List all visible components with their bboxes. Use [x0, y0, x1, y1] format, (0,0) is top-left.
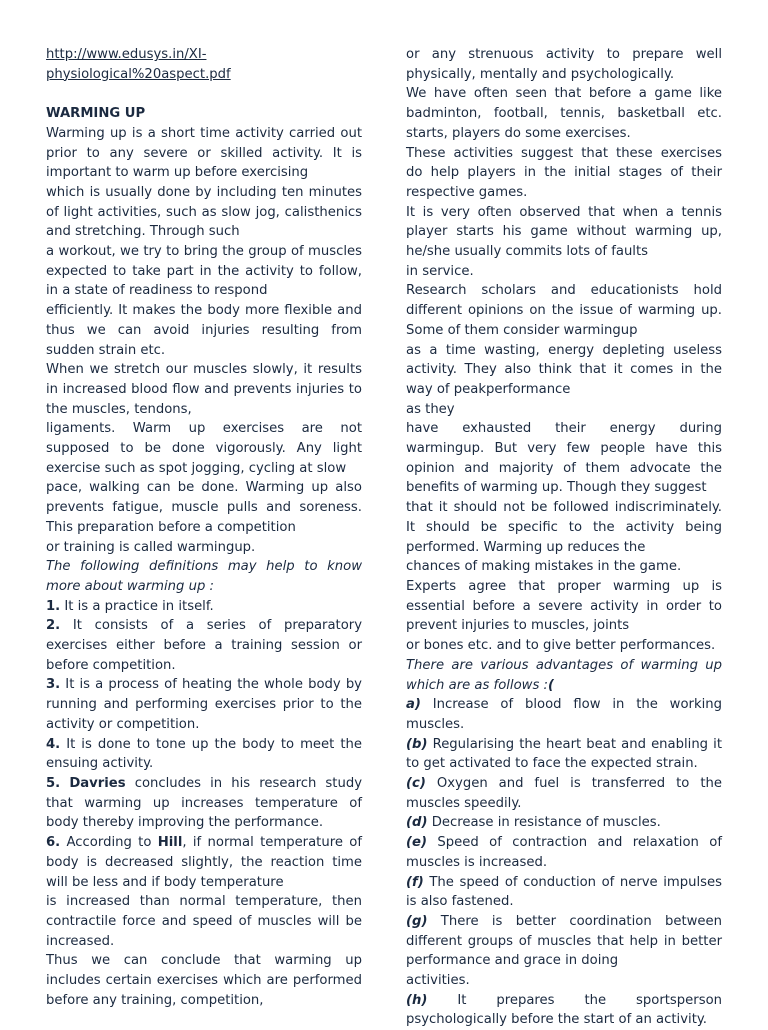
paragraph: as a time wasting, energy depleting useless activity. They also think that it comes in the way of peakperformance [406, 342, 722, 397]
advantage-label: (e) [406, 835, 427, 851]
advantage-item [406, 873, 722, 912]
paragraph: is increased than normal temperature, then contractile force and speed of muscles will be increased. [46, 894, 362, 949]
source-link-line-1: http://www.edusys.in/XI- [46, 47, 207, 62]
advantage-label: (c) [406, 776, 426, 792]
paragraph: a workout, we try to bring the group of muscles expected to take part in the activity to follow, in a state of readiness to respond [46, 244, 362, 299]
definitions-intro: The following definitions may help to know more about warming up : [46, 559, 362, 594]
item-number: 4. [46, 736, 61, 752]
advantage-text: There is better coordination between different groups of muscles that help in better performance and grace in doing [406, 913, 722, 969]
item-number: 3. [46, 677, 61, 693]
advantage-item [406, 735, 722, 774]
paragraph: Research scholars and educationists hold different opinions on the issue of warming up. Some of them consider warmingup [406, 283, 722, 338]
left-column [46, 45, 362, 1010]
paragraph: in service. [406, 263, 474, 279]
advantage-text: Oxygen and fuel is transferred to the muscles speedily. [406, 776, 722, 811]
item-text: It is a process of heating the whole body by running and performing exercises prior to the activity or competition. [46, 677, 362, 732]
advantage-item [406, 774, 722, 813]
item-text: It is a practice in itself. [60, 598, 214, 614]
advantage-label: (g) [406, 913, 428, 929]
paragraph: or bones etc. and to give better performances. [406, 638, 716, 654]
definition-item [46, 774, 362, 833]
definition-item [46, 735, 362, 774]
advantage-label: (f) [406, 874, 424, 890]
paragraph: or any strenuous activity to prepare well physically, mentally and psychologically. [406, 47, 722, 82]
item-text: It consists of a series of preparatory exercises either before a training session or before competition. [46, 618, 362, 673]
definition-item [46, 616, 362, 675]
advantages-intro-mark: ( [547, 677, 554, 693]
researcher-name: Davries [69, 776, 126, 791]
researcher-name: Hill [157, 835, 183, 851]
advantage-text: Increase of blood flow in the working muscles. [406, 697, 722, 732]
source-link[interactable] [46, 47, 231, 82]
item-number: 2. [46, 618, 61, 634]
paragraph: Thus we can conclude that warming up includes certain exercises which are performed before any training, competition, [46, 953, 362, 1008]
item-number: 6. [46, 835, 61, 851]
advantage-label: (h) [406, 992, 428, 1008]
paragraph: activities. [406, 973, 470, 989]
paragraph: which is usually done by including ten minutes of light activities, such as slow jog, calisthenics and stretching. Through such [46, 184, 362, 240]
paragraph: efficiently. It makes the body more flexible and thus we can avoid injuries resulting from sudden strain etc. [46, 303, 362, 358]
advantage-label: (d) [406, 815, 428, 831]
paragraph: chances of making mistakes in the game. [406, 559, 682, 575]
paragraph: as they [406, 401, 455, 417]
paragraph: Experts agree that proper warming up is essential before a severe activity in order to prevent injuries to muscles, joints [406, 578, 722, 634]
paragraph: When we stretch our muscles slowly, it results in increased blood flow and prevents injuries to the muscles, tendons, [46, 362, 362, 417]
paragraph: or training is called warmingup. [46, 539, 256, 555]
advantages-intro-text: There are various advantages of warming up which are as follows : [406, 657, 722, 693]
paragraph: ligaments. Warm up exercises are not supposed to be done vigorously. Any light exercise such as spot jogging, cycling at slow [46, 421, 362, 476]
advantage-text: Speed of contraction and relaxation of muscles is increased. [406, 835, 722, 870]
paragraph: We have often seen that before a game like badminton, football, tennis, basketball etc. starts, players do some exercises. [406, 86, 722, 141]
advantage-item [406, 813, 722, 833]
advantage-label: a) [406, 697, 421, 713]
item-text: concludes in his research study that warming up increases temperature of body thereby improving the performance. [46, 776, 362, 831]
item-text: It is done to tone up the body to meet the ensuing activity. [46, 736, 362, 772]
item-text-pre: According to [60, 835, 158, 851]
advantage-text: Decrease in resistance of muscles. [427, 815, 661, 831]
right-column [406, 45, 722, 1030]
paragraph: pace, walking can be done. Warming up also prevents fatigue, muscle pulls and soreness. This preparation before a competition [46, 480, 362, 535]
advantage-item [406, 833, 722, 872]
definition-item [46, 833, 362, 892]
item-text: , if normal temperature of body is decreased slightly, the reaction time will be less and if body temperature [46, 835, 362, 890]
definition-item [46, 675, 362, 734]
source-link-line-2: physiological%20aspect.pdf [46, 66, 231, 82]
paragraph: These activities suggest that these exercises do help players in the initial stages of their respective games. [406, 145, 722, 200]
advantage-text: It prepares the sportsperson psychologically before the start of an activity. [406, 992, 722, 1028]
section-heading: WARMING UP [46, 106, 146, 122]
item-number: 5. [46, 776, 61, 791]
advantages-intro [406, 656, 722, 695]
advantage-text: Regularising the heart beat and enabling it to get activated to face the expected strain. [406, 736, 722, 772]
item-number: 1. [46, 598, 61, 614]
paragraph: that it should not be followed indiscriminately. It should be specific to the activity being performed. Warming up reduces the [406, 500, 722, 555]
advantage-label: (b) [406, 736, 428, 752]
paragraph: Warming up is a short time activity carried out prior to any severe or skilled activity. It is important to warm up before exercising [46, 125, 362, 181]
advantage-item [406, 695, 722, 734]
advantage-text: The speed of conduction of nerve impulses is also fastened. [406, 874, 722, 910]
definition-item [46, 597, 362, 617]
paragraph: have exhausted their energy during warmingup. But very few people have this opinion and majority of them advocate the benefits of warming up. Though they suggest [406, 421, 722, 496]
advantage-item [406, 991, 722, 1030]
paragraph: It is very often observed that when a tennis player starts his game without warming up, he/she usually commits lots of faults [406, 204, 722, 260]
advantage-item [406, 912, 722, 971]
